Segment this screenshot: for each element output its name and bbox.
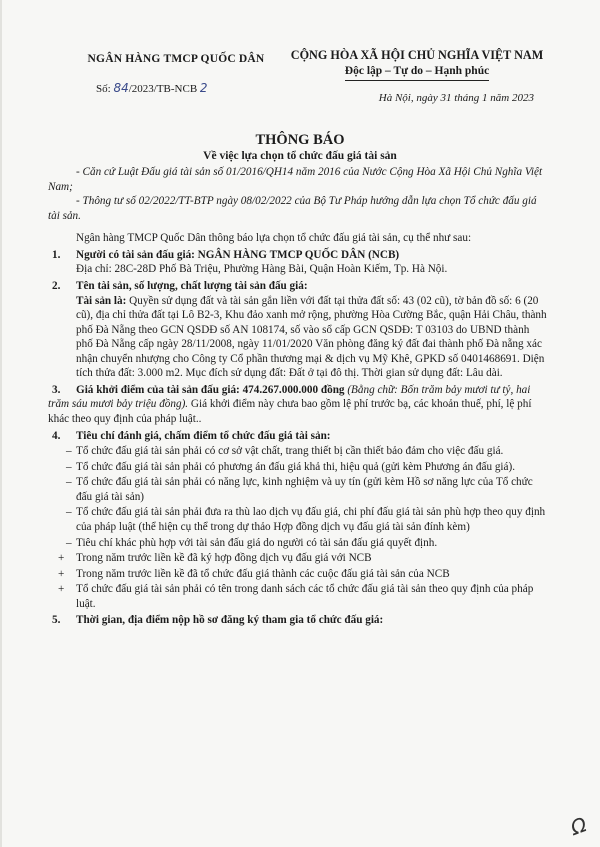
criterion-item: – Tổ chức đấu giá tài sản phải có cơ sở vật chất, trang thiết bị cần thiết bảo đảm cho việc đấu giá. xyxy=(66,445,504,458)
section-4: 4. Tiêu chí đánh giá, chấm điểm tổ chức đấu giá tài sản: – Tổ chức đấu giá tài sản phải có cơ sở vật chất, trang thiết bị cần thiết bảo đảm cho việc đấu giá. – Tổ chức đấu giá tài sản phải có phương án đấu giá khả thi, hiệu quả (gửi kèm Phương án đấu giá). – Tổ chức đấu giá tài sản phải có năng lực, kinh nghiệm và uy tín (gửi kèm Hồ sơ năng lực của Tổ chức đấu giá tài sản) – Tổ chức đấu giá tài sản phải đưa ra thù lao dịch vụ đấu giá, chi phí đấu giá tài sản phù hợp theo quy định của pháp luật (thể hiện cụ thể trong dự thảo Hợp đồng dịch vụ đấu giá tài sản đính kèm) – Tiêu chí khác phù hợp với tài sản đấu giá do người có tài sản đấu giá quyết định. + Trong năm trước liền kề đã ký hợp đồng dịch vụ đấu giá với NCB + Trong năm trước liền kề đã tổ chức đấu giá thành các cuộc đấu giá tài sản của NCB + Tổ chức đấu giá tài sản phải có tên trong danh sách các tổ chức đấu giá tài sản theo quy định của pháp luật. xyxy=(48,429,548,612)
initials-mark: Ω xyxy=(567,812,590,840)
document-date: Hà Nội, ngày 31 tháng 1 năm 2023 xyxy=(378,91,534,104)
section-1: 1. Người có tài sản đấu giá: NGÂN HÀNG TMCP QUỐC DÂN (NCB) Địa chỉ: 28C-28D Phố Bà Triệu, Phường Hàng Bài, Quận Hoàn Kiếm, Tp. Hà Nội. xyxy=(48,248,548,277)
legal-basis-2: - Thông tư số 02/2022/TT-BTP ngày 08/02/2022 của Bộ Tư Pháp hướng dẫn lựa chọn Tổ chức đấu giá tài sản. xyxy=(48,195,537,222)
criterion-item: – Tổ chức đấu giá tài sản phải có năng lực, kinh nghiệm và uy tín (gửi kèm Hồ sơ năng lực của Tổ chức đấu giá tài sản) xyxy=(66,476,533,503)
criterion-item: – Tổ chức đấu giá tài sản phải có phương án đấu giá khả thi, hiệu quả (gửi kèm Phương án đấu giá). xyxy=(66,460,516,473)
starting-price: Giá khởi điểm của tài sản đấu giá: 474.267.000.000 đồng xyxy=(76,383,345,396)
section-2: 2. Tên tài sản, số lượng, chất lượng tài sản đấu giá: Tài sản là: Quyền sử dụng đất và tài sản gắn liền với đất tại thửa đất số: 43 (02 cũ), tờ bản đồ số: 6 (20 cũ), địa chỉ thửa đất tại Lô B2-3, Khu đảo xanh mở rộng, phường Hòa Cường Bắc, quận Hải Châu, thành phố Đà Nẵng theo GCN QSDĐ số AN 108174, số vào sổ cấp GCN QSDĐ: T 03103 do UBND thành phố Đà Nẵng cấp ngày 28/11/2008, ngày 11/01/2020 Văn phòng đăng ký đất đai thành phố Đà nẵng xác nhận chuyển nhượng cho Công ty Cổ phần thương mại & dịch vụ Mỹ Khê, GPKD số 0401468691. Diện tích thửa đất: 3.000 m2. Mục đích sử dụng đất: Đất ở tại đô thị. Thời gian sử dụng đất: Lâu dài. xyxy=(48,279,548,381)
section-2-title: Tên tài sản, số lượng, chất lượng tài sản đấu giá: xyxy=(76,279,308,292)
handwritten-mark: 2 xyxy=(199,80,208,95)
issuer-block xyxy=(76,52,276,97)
section-4-title: Tiêu chí đánh giá, chấm điểm tổ chức đấu giá tài sản: xyxy=(76,429,331,442)
price-note: Giá khởi điểm này chưa bao gồm lệ phí trước bạ, các khoản thuế, phí, lệ phí khác theo quy định của pháp luật.. xyxy=(48,398,532,425)
national-heading xyxy=(282,48,552,105)
criterion-subitem: + Trong năm trước liền kề đã tổ chức đấu giá thành các cuộc đấu giá tài sản của NCB xyxy=(58,567,450,580)
section-1-title: Người có tài sản đấu giá: NGÂN HÀNG TMCP QUỐC DÂN (NCB) xyxy=(76,248,400,261)
handwritten-number: 84 xyxy=(113,80,129,95)
owner-address: Địa chỉ: 28C-28D Phố Bà Triệu, Phường Hàng Bài, Quận Hoàn Kiếm, Tp. Hà Nội. xyxy=(76,263,448,276)
scan-edge xyxy=(0,0,2,847)
document-number: Số: 84/2023/TB-NCB 2 xyxy=(96,80,208,95)
section-5-title: Thời gian, địa điểm nộp hồ sơ đăng ký tham gia tổ chức đấu giá: xyxy=(76,614,384,627)
criterion-item: – Tiêu chí khác phù hợp với tài sản đấu giá do người có tài sản đấu giá quyết định. xyxy=(66,536,438,549)
criterion-subitem: + Tổ chức đấu giá tài sản phải có tên trong danh sách các tổ chức đấu giá tài sản theo quy định của pháp luật. xyxy=(58,583,534,610)
document-body xyxy=(48,165,548,628)
intro-paragraph: Ngân hàng TMCP Quốc Dân thông báo lựa chọn tổ chức đấu giá tài sản, cụ thể như sau: xyxy=(76,232,472,245)
criterion-subitem: + Trong năm trước liền kề đã ký hợp đồng dịch vụ đấu giá với NCB xyxy=(58,552,372,565)
document-title: THÔNG BÁO xyxy=(255,132,345,148)
nation-name: CỘNG HÒA XÃ HỘI CHỦ NGHĨA VIỆT NAM xyxy=(290,48,544,62)
asset-description: Tài sản là: Quyền sử dụng đất và tài sản gắn liền với đất tại thửa đất số: 43 (02 cũ), tờ bản đồ số: 6 (20 cũ), địa chỉ thửa đất tại Lô B2-3, Khu đảo xanh mở rộng, phường Hòa Cường Bắc, quận Hải Châu, thành phố Đà Nẵng theo GCN QSDĐ số AN 108174, số vào sổ cấp GCN QSDĐ: T 03103 do UBND thành phố Đà Nẵng cấp ngày 28/11/2008, ngày 11/01/2020 Văn phòng đăng ký đất đai thành phố Đà nẵng xác nhận chuyển nhượng cho Công ty Cổ phần thương mại & dịch vụ Mỹ Khê, GPKD số 0401468691. Diện tích thửa đất: 3.000 m2. Mục đích sử dụng đất: Đất ở tại đô thị. Thời gian sử dụng đất: Lâu dài. xyxy=(76,294,547,380)
document-subtitle: Về việc lựa chọn tổ chức đấu giá tài sản xyxy=(203,150,397,162)
criterion-item: – Tổ chức đấu giá tài sản phải đưa ra thù lao dịch vụ đấu giá, chi phí đấu giá tài sản phù hợp theo quy định của pháp luật (thể hiện cụ thể trong dự thảo Hợp đồng dịch vụ đấu giá tài sản đính kèm) xyxy=(66,506,546,533)
section-5: 5. Thời gian, địa điểm nộp hồ sơ đăng ký tham gia tổ chức đấu giá: xyxy=(52,614,384,627)
section-3: 3. Giá khởi điểm của tài sản đấu giá: 474.267.000.000 đồng (Bằng chữ: Bốn trăm bảy mươi tư tỷ, hai trăm sáu mươi bảy triệu đồng). Giá khởi điểm này chưa bao gồm lệ phí trước bạ, các khoản thuế, phí, lệ phí khác theo quy định của pháp luật.. xyxy=(48,383,532,425)
legal-basis-1: - Căn cứ Luật Đấu giá tài sản số 01/2016/QH14 năm 2016 của Nước Cộng Hòa Xã Hội Chủ Nghĩa Việt Nam; xyxy=(48,166,543,193)
issuer-name: NGÂN HÀNG TMCP QUỐC DÂN xyxy=(87,53,265,65)
price-in-words: (Bằng chữ: Bốn trăm bảy mươi tư tỷ, hai trăm sáu mươi bảy triệu đồng). xyxy=(48,383,531,411)
national-motto: Độc lập – Tự do – Hạnh phúc xyxy=(345,64,489,81)
